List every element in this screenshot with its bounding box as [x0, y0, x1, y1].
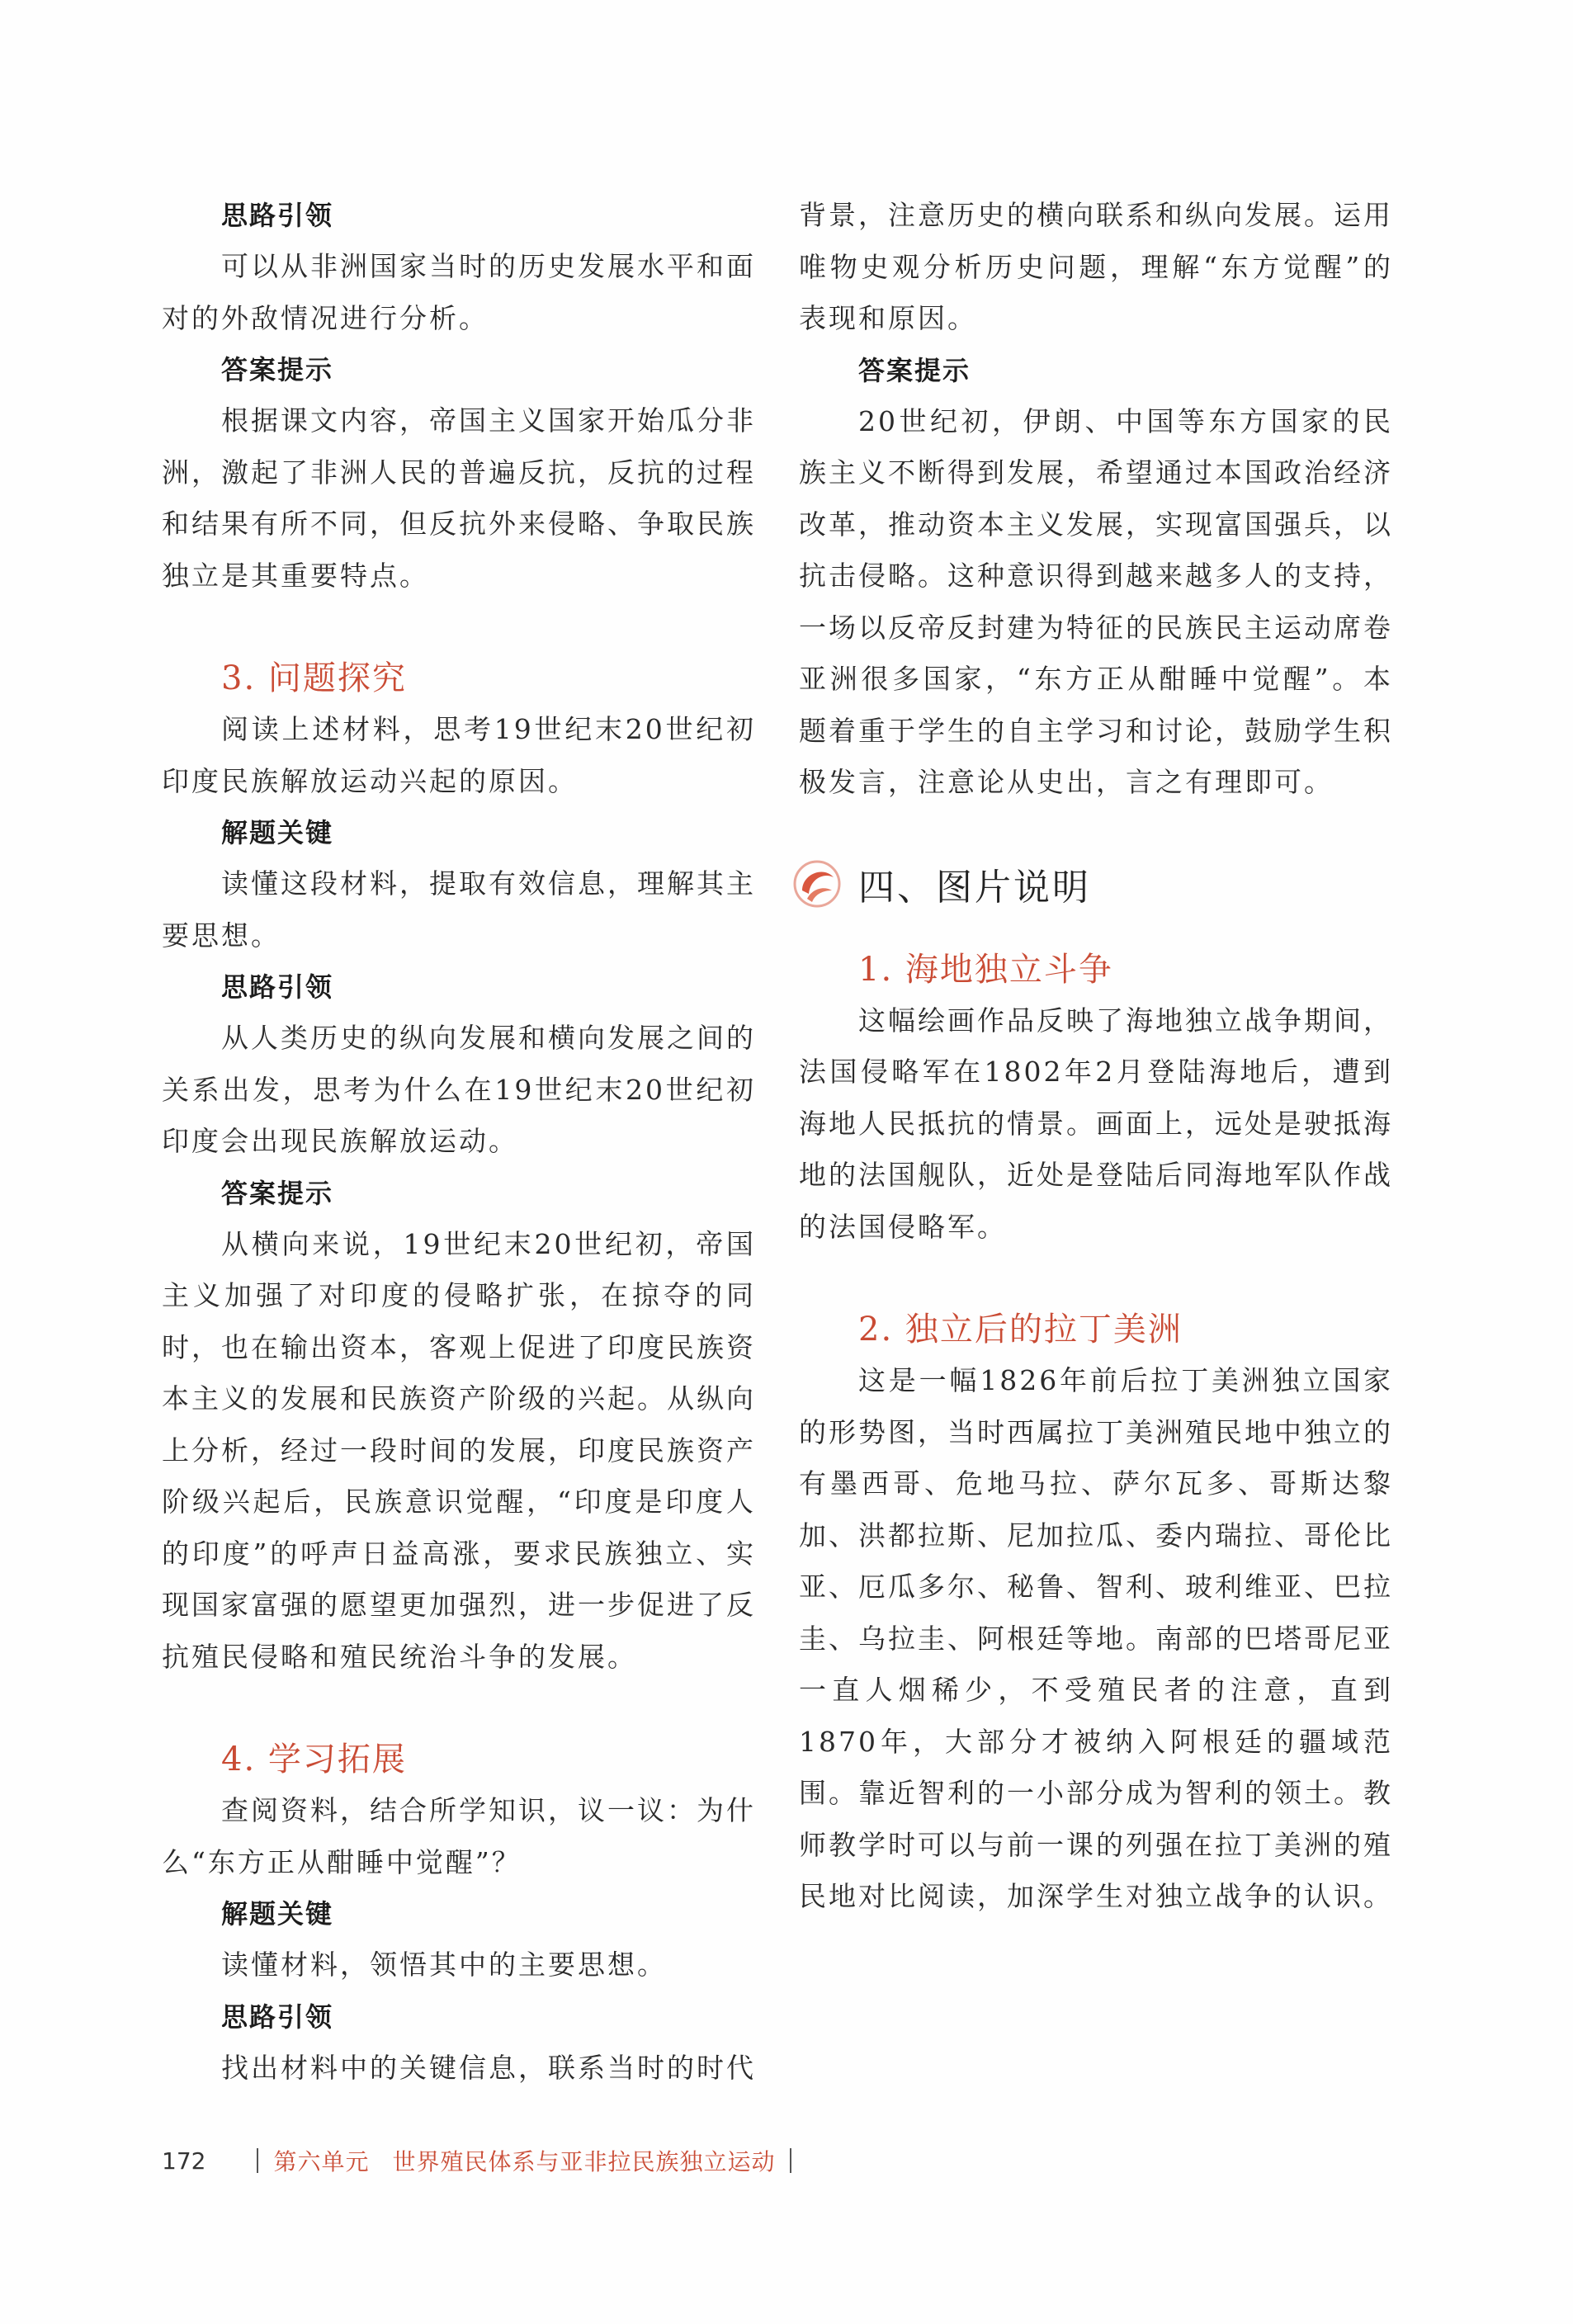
label-silu-3: 思路引领 [221, 2000, 334, 2033]
unit-title: 世界殖民体系与亚非拉民族独立运动 [392, 2148, 776, 2175]
page-number: 172 [162, 2147, 206, 2175]
paragraph: 读懂这段材料，提取有效信息，理解其主要思想。 [162, 867, 756, 952]
label-key: 解题关键 [221, 817, 334, 848]
label-silu-2: 思路引领 [221, 971, 334, 1003]
paragraph: 阅读上述材料，思考19世纪末20世纪初印度民族解放运动兴起的原因。 [162, 713, 756, 797]
label-silu-1: 思路引领 [221, 200, 334, 231]
label-answer-1: 答案提示 [221, 354, 334, 385]
paragraph: 这幅绘画作品反映了海地独立战争期间，法国侵略军在1802年2月登陆海地后，遭到海地人民抵抗的情景。画面上，远处是驶抵海地的法国舰队，近处是登陆后同海地军队作战的法国侵略军。 [799, 1004, 1393, 1243]
section-title [791, 847, 1393, 921]
paragraph: 从横向来说，19世纪末20世纪初，帝国主义加强了对印度的侵略扩张，在掠夺的同时，也在输出资本，客观上促进了印度民族资本主义的发展和民族资产阶级的兴起。从纵向上分析，经过一段时间的发展，印度民族资产阶级兴起后，民族意识觉醒，“印度是印度人的印度”的呼声日益高涨，要求民族独立、实现国家富强的愿望更加强烈，进一步促进了反抗殖民侵略和殖民统治斗争的发展。 [162, 1227, 756, 1673]
label-key-2: 解题关键 [221, 1898, 334, 1930]
paragraph: 读懂材料，领悟其中的主要思想。 [221, 1948, 667, 1981]
heading-problem-explore: 3. 问题探究 [221, 659, 407, 697]
footer-divider [257, 2148, 258, 2173]
paragraph-continued: 背景，注意历史的横向联系和纵向发展。运用唯物史观分析历史问题，理解“东方觉醒”的表现和原因。 [799, 199, 1393, 334]
label-answer-3: 答案提示 [858, 354, 971, 386]
unit-label: 第六单元 [273, 2148, 370, 2175]
heading-study-extension: 4. 学习拓展 [221, 1741, 407, 1778]
section-swirl-icon [791, 857, 843, 910]
footer-unit [273, 2144, 775, 2177]
label-answer-2: 答案提示 [221, 1177, 334, 1209]
paragraph: 20世纪初，伊朗、中国等东方国家的民族主义不断得到发展，希望通过本国政治经济改革，推动资本主义发展，实现富国强兵，以抗击侵略。这种意识得到越来越多人的支持，一场以反帝反封建为特征的民族民主运动席卷亚洲很多国家，“东方正从酣睡中觉醒”。本题着重于学生的自主学习和讨论，鼓励学生积极发言，注意论从史出，言之有理即可。 [799, 404, 1393, 798]
paragraph: 找出材料中的关键信息，联系当时的时代 [221, 2051, 756, 2084]
right-column [799, 190, 1393, 1923]
paragraph: 这是一幅1826年前后拉丁美洲独立国家的形势图，当时西属拉丁美洲殖民地中独立的有墨西哥、危地马拉、萨尔瓦多、哥斯达黎加、洪都拉斯、尼加拉瓜、委内瑞拉、哥伦比亚、厄瓜多尔、秘鲁、智利、玻利维亚、巴拉圭、乌拉圭、阿根廷等地。南部的巴塔哥尼亚一直人烟稀少，不受殖民者的注意，直到1870年，大部分才被纳入阿根廷的疆域范围。靠近智利的一小部分成为智利的领土。教师教学时可以与前一课的列强在拉丁美洲的殖民地对比阅读，加深学生对独立战争的认识。 [799, 1364, 1393, 1912]
paragraph: 从人类历史的纵向发展和横向发展之间的关系出发，思考为什么在19世纪末20世纪初印度会出现民族解放运动。 [162, 1022, 756, 1157]
paragraph: 可以从非洲国家当时的历史发展水平和面对的外敌情况进行分析。 [162, 250, 756, 334]
left-column [162, 190, 756, 2094]
section-title-text: 四、图片说明 [858, 866, 1091, 909]
heading-haiti: 1. 海地独立斗争 [858, 950, 1113, 989]
page-footer [162, 2144, 806, 2177]
footer-divider [790, 2148, 791, 2173]
paragraph: 查阅资料，结合所学知识，议一议：为什么“东方正从酣睡中觉醒”？ [162, 1794, 756, 1878]
paragraph: 根据课文内容，帝国主义国家开始瓜分非洲，激起了非洲人民的普遍反抗，反抗的过程和结果有所不同，但反抗外来侵略、争取民族独立是其重要特点。 [162, 404, 756, 592]
heading-latin-america: 2. 独立后的拉丁美洲 [858, 1311, 1183, 1349]
